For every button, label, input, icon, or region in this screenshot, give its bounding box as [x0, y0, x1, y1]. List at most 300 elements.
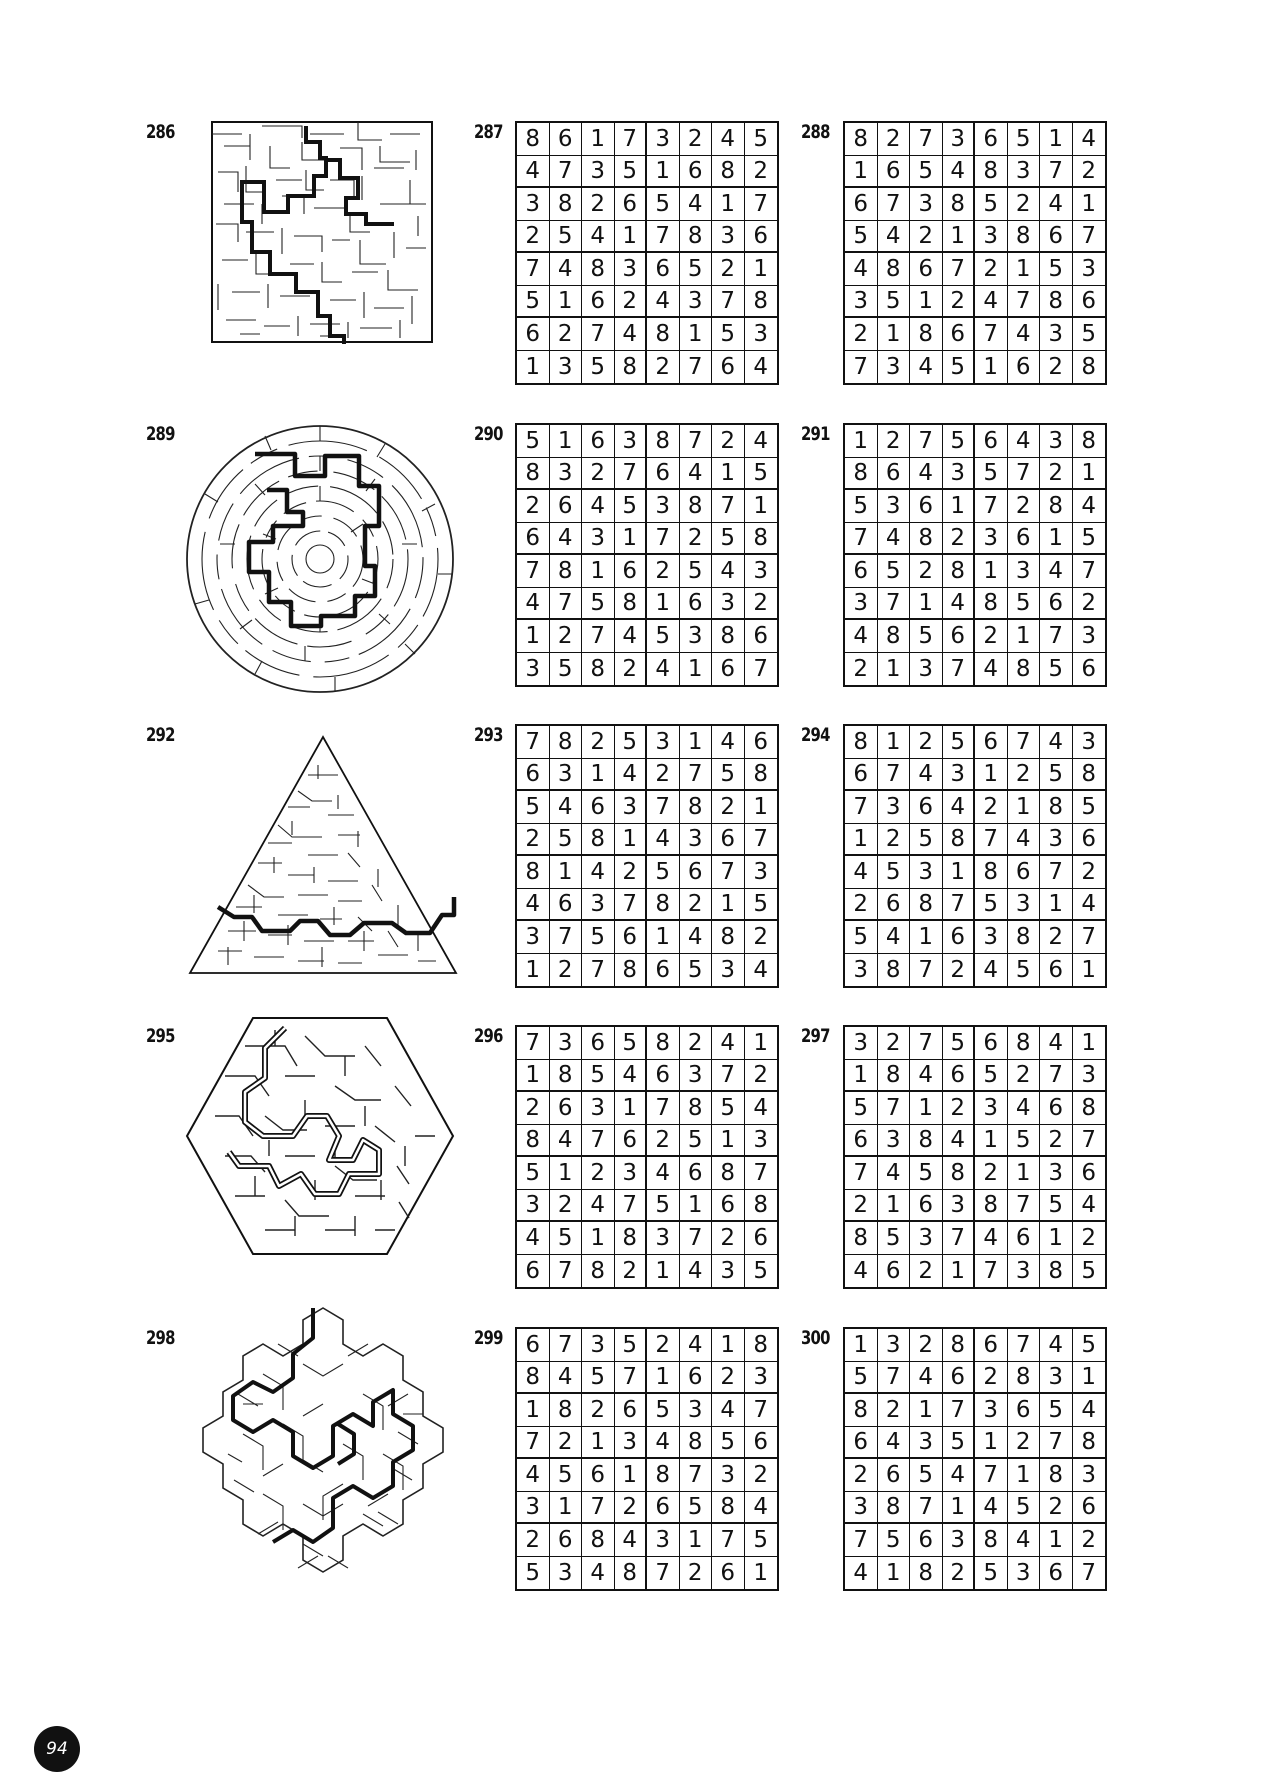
sudoku-cell: 2	[943, 523, 976, 556]
sudoku-cell: 6	[647, 253, 680, 286]
sudoku-cell: 8	[647, 425, 680, 458]
sudoku-cell: 4	[1040, 188, 1073, 221]
sudoku-cell: 3	[1073, 1459, 1106, 1492]
sudoku-cell: 3	[615, 1157, 648, 1190]
sudoku-cell: 2	[550, 954, 583, 987]
sudoku-cell: 3	[943, 458, 976, 491]
sudoku-cell: 2	[680, 1027, 713, 1060]
sudoku-cell: 5	[1073, 1329, 1106, 1362]
sudoku-cell: 4	[975, 286, 1008, 319]
sudoku-cell: 2	[845, 1190, 878, 1223]
sudoku-cell: 3	[910, 188, 943, 221]
sudoku-cell: 5	[1008, 1492, 1041, 1525]
sudoku-cell: 5	[582, 1362, 615, 1395]
sudoku-cell: 8	[910, 523, 943, 556]
sudoku-cell: 1	[1073, 458, 1106, 491]
sudoku-cell: 8	[712, 1157, 745, 1190]
sudoku-cell: 4	[1040, 1329, 1073, 1362]
sudoku-cell: 5	[582, 1060, 615, 1093]
sudoku-cell: 1	[550, 425, 583, 458]
sudoku-cell: 3	[845, 954, 878, 987]
sudoku-cell: 7	[910, 425, 943, 458]
sudoku-cell: 7	[615, 1362, 648, 1395]
sudoku-cell: 6	[910, 1524, 943, 1557]
sudoku-cell: 2	[910, 221, 943, 254]
sudoku-cell: 7	[550, 1329, 583, 1362]
sudoku-cell: 5	[712, 523, 745, 556]
sudoku-cell: 3	[550, 1557, 583, 1590]
sudoku-cell: 2	[712, 425, 745, 458]
sudoku-cell: 3	[1040, 318, 1073, 351]
sudoku-cell: 5	[878, 555, 911, 588]
sudoku-cell: 3	[582, 1329, 615, 1362]
sudoku-cell: 7	[1040, 156, 1073, 189]
sudoku-cell: 2	[1008, 490, 1041, 523]
sudoku-cell: 4	[517, 156, 550, 189]
sudoku-cell: 2	[712, 791, 745, 824]
sudoku-cell: 2	[943, 1092, 976, 1125]
page-number-badge	[34, 1726, 80, 1772]
sudoku-cell: 1	[582, 555, 615, 588]
sudoku-cell: 7	[712, 490, 745, 523]
sudoku-cell: 5	[1040, 1394, 1073, 1427]
sudoku-cell: 4	[845, 1557, 878, 1590]
sudoku-cell: 8	[712, 1492, 745, 1525]
sudoku-cell: 1	[910, 1394, 943, 1427]
sudoku-cell: 6	[582, 1027, 615, 1060]
sudoku-cell: 7	[550, 921, 583, 954]
sudoku-cell: 5	[615, 1027, 648, 1060]
sudoku-cell: 3	[680, 824, 713, 857]
sudoku-cell: 6	[582, 286, 615, 319]
sudoku-cell: 1	[647, 921, 680, 954]
sudoku-cell: 8	[910, 1125, 943, 1158]
sudoku-cell: 5	[647, 1394, 680, 1427]
sudoku-cell: 3	[910, 653, 943, 686]
sudoku-cell: 4	[943, 156, 976, 189]
sudoku-cell: 4	[712, 555, 745, 588]
sudoku-cell: 1	[845, 1060, 878, 1093]
sudoku-cell: 8	[878, 1060, 911, 1093]
sudoku-cell: 2	[845, 653, 878, 686]
sudoku-cell: 1	[878, 1557, 911, 1590]
sudoku-cell: 1	[845, 824, 878, 857]
sudoku-cell: 6	[878, 458, 911, 491]
sudoku-cell: 4	[1073, 1190, 1106, 1223]
sudoku-cell: 4	[615, 318, 648, 351]
sudoku-cell: 3	[943, 1190, 976, 1223]
sudoku-cell: 1	[878, 653, 911, 686]
sudoku-cell: 8	[550, 1394, 583, 1427]
sudoku-cell: 1	[647, 1362, 680, 1395]
sudoku-cell: 6	[712, 351, 745, 384]
sudoku-cell: 6	[550, 123, 583, 156]
sudoku-cell: 8	[1040, 791, 1073, 824]
sudoku-cell: 6	[647, 1492, 680, 1525]
sudoku-cell: 2	[878, 1027, 911, 1060]
sudoku-cell: 8	[615, 1222, 648, 1255]
sudoku-cell: 1	[712, 889, 745, 922]
sudoku-cell: 1	[582, 759, 615, 792]
sudoku-cell: 3	[1040, 824, 1073, 857]
sudoku-cell: 8	[845, 123, 878, 156]
sudoku-cell: 2	[878, 123, 911, 156]
sudoku-cell: 7	[1081, 1559, 1097, 1586]
sudoku-cell: 6	[745, 1222, 778, 1255]
sudoku-cell: 1	[615, 824, 648, 857]
sudoku-cell: 4	[878, 1157, 911, 1190]
sudoku-cell: 2	[1073, 1222, 1106, 1255]
sudoku-cell: 7	[712, 1060, 745, 1093]
sudoku-cell: 4	[1040, 555, 1073, 588]
sudoku-cell: 7	[1008, 726, 1041, 759]
sudoku-cell: 3	[517, 188, 550, 221]
sudoku-cell: 4	[517, 889, 550, 922]
sudoku-cell: 4	[680, 1329, 713, 1362]
sudoku-cell: 2	[1073, 156, 1106, 189]
sudoku-cell: 3	[680, 1060, 713, 1093]
sudoku-cell: 8	[943, 1157, 976, 1190]
sudoku-cell: 6	[845, 555, 878, 588]
sudoku-cell: 6	[517, 1329, 550, 1362]
sudoku-cell: 7	[582, 620, 615, 653]
sudoku-cell: 2	[582, 458, 615, 491]
sudoku-cell: 3	[680, 620, 713, 653]
sudoku-cell: 5	[582, 921, 615, 954]
sudoku-cell: 6	[745, 1427, 778, 1460]
sudoku-cell: 7	[878, 188, 911, 221]
sudoku-cell: 3	[878, 1329, 911, 1362]
sudoku-cell: 1	[943, 856, 976, 889]
sudoku-cell: 6	[1008, 1394, 1041, 1427]
sudoku-cell: 2	[745, 1060, 778, 1093]
sudoku-cell: 4	[680, 921, 713, 954]
sudoku-cell: 6	[615, 1394, 648, 1427]
sudoku-cell: 5	[943, 1427, 976, 1460]
sudoku-grid-290	[515, 423, 779, 687]
sudoku-cell: 3	[975, 921, 1008, 954]
sudoku-cell: 1	[615, 1459, 648, 1492]
sudoku-cell: 8	[550, 188, 583, 221]
sudoku-cell: 5	[745, 458, 778, 491]
sudoku-cell: 4	[1008, 824, 1041, 857]
sudoku-cell: 2	[1040, 1125, 1073, 1158]
sudoku-cell: 8	[1008, 1362, 1041, 1395]
sudoku-cell: 4	[582, 490, 615, 523]
sudoku-cell: 3	[845, 286, 878, 319]
sudoku-cell: 7	[615, 458, 648, 491]
sudoku-cell: 6	[647, 458, 680, 491]
sudoku-cell: 8	[517, 458, 550, 491]
sudoku-cell: 3	[845, 1492, 878, 1525]
sudoku-cell: 3	[910, 1222, 943, 1255]
sudoku-cell: 8	[878, 620, 911, 653]
sudoku-cell: 6	[943, 318, 976, 351]
sudoku-cell: 4	[1008, 1524, 1041, 1557]
sudoku-cell: 3	[680, 1394, 713, 1427]
sudoku-cell: 3	[517, 1190, 550, 1223]
sudoku-cell: 5	[647, 856, 680, 889]
sudoku-cell: 5	[517, 1557, 550, 1590]
sudoku-cell: 1	[878, 1190, 911, 1223]
maze-triangle-image	[188, 735, 458, 975]
sudoku-cell: 6	[910, 791, 943, 824]
sudoku-cell: 2	[615, 653, 648, 686]
sudoku-cell: 5	[910, 824, 943, 857]
sudoku-cell: 6	[878, 156, 911, 189]
sudoku-cell: 3	[550, 351, 583, 384]
sudoku-cell: 4	[845, 253, 878, 286]
sudoku-cell: 8	[878, 1492, 911, 1525]
sudoku-cell: 1	[550, 1492, 583, 1525]
sudoku-cell: 5	[845, 1092, 878, 1125]
maze-hexagon-image	[185, 1016, 455, 1256]
sudoku-grid-297	[843, 1025, 1107, 1289]
sudoku-cell: 7	[878, 1362, 911, 1395]
sudoku-cell: 4	[745, 425, 778, 458]
sudoku-cell: 6	[1073, 1492, 1106, 1525]
sudoku-cell: 6	[582, 1459, 615, 1492]
sudoku-cell: 7	[615, 1190, 648, 1223]
sudoku-cell: 6	[745, 726, 778, 759]
sudoku-cell: 4	[550, 253, 583, 286]
sudoku-cell: 2	[745, 1459, 778, 1492]
sudoku-cell: 4	[680, 458, 713, 491]
sudoku-cell: 7	[582, 1492, 615, 1525]
sudoku-cell: 6	[680, 588, 713, 621]
sudoku-cell: 3	[943, 759, 976, 792]
sudoku-cell: 4	[615, 1524, 648, 1557]
sudoku-cell: 1	[1040, 889, 1073, 922]
sudoku-cell: 7	[712, 1524, 745, 1557]
sudoku-cell: 2	[1073, 1524, 1106, 1557]
sudoku-cell: 1	[943, 1255, 976, 1288]
sudoku-cell: 6	[550, 889, 583, 922]
sudoku-cell: 4	[845, 620, 878, 653]
sudoku-cell: 1	[1040, 1524, 1073, 1557]
sudoku-cell: 7	[550, 1255, 583, 1288]
sudoku-cell: 5	[910, 156, 943, 189]
sudoku-cell: 3	[615, 1427, 648, 1460]
sudoku-cell: 8	[745, 1190, 778, 1223]
sudoku-cell: 4	[1008, 425, 1041, 458]
sudoku-cell: 7	[878, 759, 911, 792]
sudoku-cell: 5	[1040, 1190, 1073, 1223]
sudoku-cell: 1	[712, 1125, 745, 1158]
sudoku-cell: 5	[1008, 954, 1041, 987]
sudoku-cell: 2	[975, 620, 1008, 653]
sudoku-cell: 5	[712, 318, 745, 351]
sudoku-cell: 5	[1008, 588, 1041, 621]
sudoku-cell: 7	[943, 889, 976, 922]
sudoku-cell: 2	[745, 588, 778, 621]
sudoku-cell: 6	[550, 490, 583, 523]
sudoku-cell: 7	[680, 1222, 713, 1255]
sudoku-cell: 4	[1073, 123, 1106, 156]
sudoku-cell: 5	[845, 1362, 878, 1395]
sudoku-cell: 8	[845, 1394, 878, 1427]
sudoku-cell: 3	[1008, 156, 1041, 189]
sudoku-cell: 1	[1008, 1459, 1041, 1492]
sudoku-cell: 6	[975, 1329, 1008, 1362]
maze-honeycomb-image	[198, 1304, 448, 1594]
sudoku-cell: 4	[582, 856, 615, 889]
sudoku-cell: 3	[1073, 620, 1106, 653]
sudoku-cell: 5	[745, 1524, 778, 1557]
sudoku-cell: 1	[975, 1125, 1008, 1158]
sudoku-cell: 2	[615, 286, 648, 319]
sudoku-grid-291	[843, 423, 1107, 687]
sudoku-cell: 1	[910, 1092, 943, 1125]
sudoku-cell: 2	[943, 954, 976, 987]
sudoku-cell: 5	[647, 188, 680, 221]
maze-label-286: 286	[146, 121, 175, 143]
sudoku-cell: 8	[1073, 759, 1106, 792]
sudoku-cell: 3	[647, 490, 680, 523]
sudoku-cell: 2	[550, 1427, 583, 1460]
sudoku-cell: 4	[910, 1060, 943, 1093]
sudoku-cell: 2	[550, 1190, 583, 1223]
sudoku-cell: 4	[878, 921, 911, 954]
sudoku-cell: 3	[615, 791, 648, 824]
page-number: 94	[46, 1739, 68, 1759]
sudoku-cell: 5	[550, 653, 583, 686]
sudoku-cell: 5	[943, 425, 976, 458]
sudoku-cell: 3	[582, 889, 615, 922]
sudoku-cell: 4	[582, 221, 615, 254]
sudoku-cell: 1	[1008, 791, 1041, 824]
sudoku-cell: 5	[910, 1459, 943, 1492]
sudoku-cell: 1	[943, 1492, 976, 1525]
sudoku-cell: 6	[845, 188, 878, 221]
sudoku-cell: 5	[845, 921, 878, 954]
sudoku-cell: 6	[1073, 286, 1106, 319]
sudoku-cell: 7	[517, 253, 550, 286]
sudoku-cell: 2	[1040, 351, 1073, 384]
sudoku-cell: 3	[550, 458, 583, 491]
sudoku-cell: 5	[582, 351, 615, 384]
sudoku-cell: 5	[680, 1492, 713, 1525]
sudoku-cell: 1	[1073, 188, 1106, 221]
sudoku-cell: 7	[845, 523, 878, 556]
sudoku-cell: 1	[647, 156, 680, 189]
sudoku-cell: 4	[745, 1492, 778, 1525]
sudoku-cell: 7	[647, 221, 680, 254]
sudoku-cell: 5	[1081, 1257, 1097, 1284]
sudoku-cell: 8	[647, 318, 680, 351]
sudoku-cell: 7	[745, 1157, 778, 1190]
sudoku-cell: 8	[615, 954, 648, 987]
sudoku-cell: 4	[1008, 1092, 1041, 1125]
sudoku-cell: 5	[1008, 1125, 1041, 1158]
sudoku-cell: 4	[582, 1557, 615, 1590]
sudoku-cell: 2	[975, 1362, 1008, 1395]
sudoku-cell: 6	[878, 1459, 911, 1492]
sudoku-grid-300	[843, 1327, 1107, 1591]
sudoku-cell: 5	[910, 1157, 943, 1190]
sudoku-cell: 1	[975, 351, 1008, 384]
sudoku-cell: 4	[712, 123, 745, 156]
sudoku-cell: 7	[910, 1027, 943, 1060]
sudoku-cell: 6	[910, 1190, 943, 1223]
sudoku-cell: 3	[878, 490, 911, 523]
sudoku-cell: 6	[745, 221, 778, 254]
sudoku-cell: 3	[647, 1222, 680, 1255]
sudoku-cell: 8	[975, 588, 1008, 621]
sudoku-cell: 3	[712, 1255, 745, 1288]
sudoku-cell: 6	[647, 954, 680, 987]
sudoku-cell: 1	[845, 156, 878, 189]
sudoku-cell: 1	[975, 759, 1008, 792]
sudoku-cell: 1	[680, 1524, 713, 1557]
sudoku-cell: 6	[845, 1427, 878, 1460]
sudoku-cell: 3	[1040, 1157, 1073, 1190]
sudoku-cell: 4	[647, 1427, 680, 1460]
sudoku-cell: 6	[975, 726, 1008, 759]
sudoku-cell: 8	[943, 1329, 976, 1362]
sudoku-cell: 1	[878, 726, 911, 759]
sudoku-cell: 7	[975, 318, 1008, 351]
puzzle-label-296: 296	[474, 1025, 503, 1047]
sudoku-cell: 5	[1073, 318, 1106, 351]
sudoku-cell: 8	[647, 889, 680, 922]
sudoku-cell: 7	[517, 726, 550, 759]
sudoku-cell: 8	[845, 726, 878, 759]
sudoku-cell: 2	[845, 889, 878, 922]
sudoku-cell: 6	[1073, 824, 1106, 857]
sudoku-cell: 7	[943, 1394, 976, 1427]
sudoku-cell: 8	[550, 726, 583, 759]
sudoku-cell: 2	[943, 286, 976, 319]
sudoku-cell: 8	[517, 1362, 550, 1395]
sudoku-cell: 5	[975, 458, 1008, 491]
sudoku-cell: 7	[845, 1524, 878, 1557]
sudoku-cell: 6	[615, 1125, 648, 1158]
sudoku-cell: 4	[712, 1027, 745, 1060]
sudoku-cell: 5	[878, 856, 911, 889]
puzzle-label-293: 293	[474, 724, 503, 746]
sudoku-cell: 5	[1040, 759, 1073, 792]
sudoku-cell: 7	[680, 425, 713, 458]
sudoku-cell: 1	[550, 856, 583, 889]
sudoku-cell: 4	[517, 1459, 550, 1492]
sudoku-cell: 7	[975, 1459, 1008, 1492]
sudoku-cell: 3	[517, 1492, 550, 1525]
sudoku-cell: 3	[975, 1092, 1008, 1125]
sudoku-cell: 7	[943, 653, 976, 686]
sudoku-cell: 3	[582, 1092, 615, 1125]
sudoku-cell: 6	[712, 1190, 745, 1223]
sudoku-cell: 4	[647, 824, 680, 857]
sudoku-cell: 8	[845, 1222, 878, 1255]
sudoku-cell: 5	[712, 759, 745, 792]
sudoku-cell: 7	[975, 1255, 1008, 1288]
sudoku-cell: 3	[647, 1524, 680, 1557]
sudoku-cell: 8	[712, 921, 745, 954]
sudoku-cell: 6	[878, 889, 911, 922]
sudoku-cell: 6	[647, 1060, 680, 1093]
sudoku-cell: 6	[845, 1125, 878, 1158]
sudoku-cell: 8	[582, 824, 615, 857]
sudoku-cell: 5	[712, 1427, 745, 1460]
sudoku-cell: 2	[517, 490, 550, 523]
sudoku-cell: 7	[517, 1427, 550, 1460]
sudoku-cell: 8	[615, 351, 648, 384]
sudoku-cell: 7	[745, 1394, 778, 1427]
sudoku-cell: 8	[1073, 425, 1106, 458]
sudoku-cell: 7	[753, 655, 769, 682]
sudoku-grid-288	[843, 121, 1107, 385]
